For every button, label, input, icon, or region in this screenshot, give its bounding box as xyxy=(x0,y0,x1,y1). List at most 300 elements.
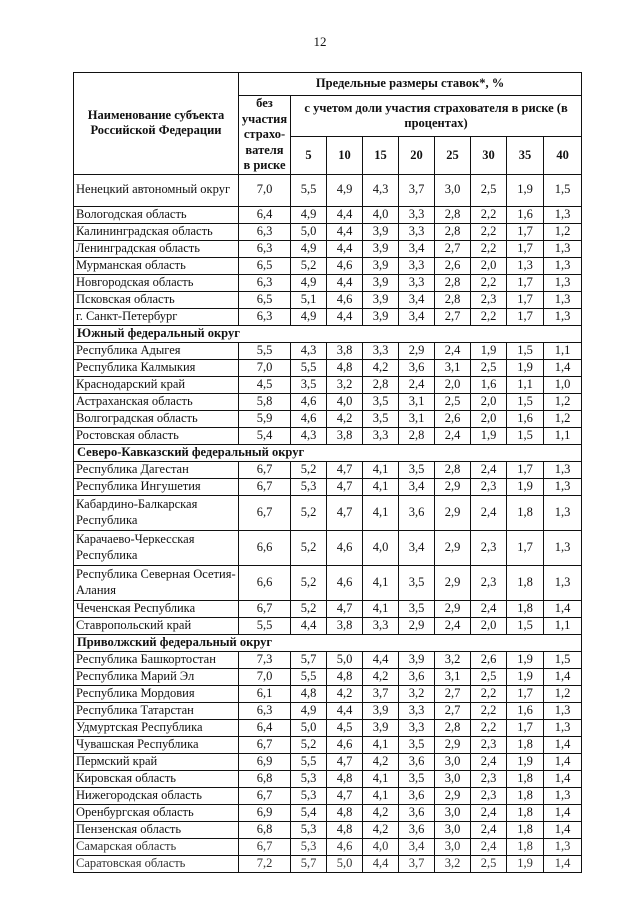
rate-share-25: 3,2 xyxy=(435,855,471,872)
rate-share-25: 2,8 xyxy=(435,206,471,223)
rate-share-30: 2,5 xyxy=(471,359,507,376)
region-name: Кабардино-Балкарская Республика xyxy=(74,495,239,530)
rate-without-participation: 6,7 xyxy=(239,787,291,804)
rate-without-participation: 6,3 xyxy=(239,223,291,240)
table-row xyxy=(74,223,582,240)
rate-without-participation: 6,5 xyxy=(239,257,291,274)
rate-share-25: 3,0 xyxy=(435,770,471,787)
rate-share-40: 1,4 xyxy=(544,359,582,376)
rate-share-5: 5,2 xyxy=(291,736,327,753)
rate-share-35: 1,8 xyxy=(507,838,544,855)
rate-share-10: 3,8 xyxy=(327,617,363,634)
rate-share-5: 4,6 xyxy=(291,410,327,427)
rate-share-15: 4,4 xyxy=(363,855,399,872)
rate-without-participation: 6,7 xyxy=(239,478,291,495)
rate-share-30: 2,0 xyxy=(471,257,507,274)
rate-share-25: 3,1 xyxy=(435,668,471,685)
rate-share-20: 3,5 xyxy=(399,461,435,478)
rate-without-participation: 6,1 xyxy=(239,685,291,702)
rate-share-5: 4,8 xyxy=(291,685,327,702)
rate-share-30: 2,0 xyxy=(471,410,507,427)
rate-share-15: 4,1 xyxy=(363,565,399,600)
rate-share-10: 3,2 xyxy=(327,376,363,393)
region-name: Волгоградская область xyxy=(74,410,239,427)
header-percent-5: 5 xyxy=(291,137,327,174)
rate-share-40: 1,3 xyxy=(544,461,582,478)
rate-share-20: 3,4 xyxy=(399,530,435,565)
rate-share-30: 2,2 xyxy=(471,223,507,240)
table-row xyxy=(74,804,582,821)
rate-share-15: 2,8 xyxy=(363,376,399,393)
table-row xyxy=(74,291,582,308)
rate-share-5: 5,0 xyxy=(291,223,327,240)
rate-share-30: 2,0 xyxy=(471,393,507,410)
rate-share-30: 2,2 xyxy=(471,240,507,257)
rate-share-35: 1,7 xyxy=(507,291,544,308)
rate-share-10: 4,7 xyxy=(327,495,363,530)
rates-table xyxy=(73,72,582,873)
rate-share-35: 1,7 xyxy=(507,719,544,736)
district-name: Северо-Кавказский федеральный округ xyxy=(74,444,582,461)
rate-share-35: 1,7 xyxy=(507,461,544,478)
rate-share-10: 4,0 xyxy=(327,393,363,410)
rate-share-25: 2,0 xyxy=(435,376,471,393)
rate-share-35: 1,8 xyxy=(507,770,544,787)
region-name: Республика Ингушетия xyxy=(74,478,239,495)
rate-share-35: 1,8 xyxy=(507,736,544,753)
rate-without-participation: 7,0 xyxy=(239,174,291,206)
region-name: Республика Татарстан xyxy=(74,702,239,719)
rate-share-15: 4,1 xyxy=(363,478,399,495)
rate-share-35: 1,5 xyxy=(507,342,544,359)
rate-share-30: 2,2 xyxy=(471,274,507,291)
rate-share-30: 2,4 xyxy=(471,838,507,855)
rate-share-35: 1,9 xyxy=(507,651,544,668)
rate-share-10: 4,7 xyxy=(327,461,363,478)
rate-share-20: 3,2 xyxy=(399,685,435,702)
district-name: Южный федеральный округ xyxy=(74,325,582,342)
rate-share-20: 3,1 xyxy=(399,410,435,427)
table-row xyxy=(74,342,582,359)
rate-share-10: 4,2 xyxy=(327,685,363,702)
rate-share-10: 3,8 xyxy=(327,342,363,359)
region-name: Мурманская область xyxy=(74,257,239,274)
rate-without-participation: 6,9 xyxy=(239,753,291,770)
table-row xyxy=(74,770,582,787)
rate-share-40: 1,3 xyxy=(544,257,582,274)
rate-share-15: 4,0 xyxy=(363,206,399,223)
region-name: Чеченская Республика xyxy=(74,600,239,617)
region-name: Нижегородская область xyxy=(74,787,239,804)
table-row xyxy=(74,174,582,206)
rate-share-10: 4,4 xyxy=(327,274,363,291)
rate-share-40: 1,2 xyxy=(544,410,582,427)
rate-share-40: 1,1 xyxy=(544,617,582,634)
rate-share-20: 3,5 xyxy=(399,600,435,617)
rate-without-participation: 6,3 xyxy=(239,702,291,719)
rate-share-35: 1,9 xyxy=(507,174,544,206)
rate-share-10: 4,6 xyxy=(327,257,363,274)
table-row xyxy=(74,206,582,223)
rate-share-40: 1,4 xyxy=(544,668,582,685)
rate-share-20: 3,3 xyxy=(399,274,435,291)
rate-share-30: 2,3 xyxy=(471,770,507,787)
region-name: Республика Северная Осетия-Алания xyxy=(74,565,239,600)
rate-share-10: 4,7 xyxy=(327,600,363,617)
rate-share-15: 3,3 xyxy=(363,617,399,634)
table-row xyxy=(74,240,582,257)
rate-without-participation: 6,7 xyxy=(239,600,291,617)
table-row xyxy=(74,855,582,872)
rate-share-20: 3,5 xyxy=(399,565,435,600)
rate-without-participation: 6,5 xyxy=(239,291,291,308)
rate-share-40: 1,1 xyxy=(544,427,582,444)
rate-share-5: 5,3 xyxy=(291,770,327,787)
region-name: Краснодарский край xyxy=(74,376,239,393)
region-name: Кировская область xyxy=(74,770,239,787)
rate-share-35: 1,9 xyxy=(507,668,544,685)
rate-share-40: 1,3 xyxy=(544,530,582,565)
rate-share-40: 1,2 xyxy=(544,685,582,702)
header-subject-name: Наименование субъекта Российской Федерации xyxy=(74,73,239,175)
rate-share-40: 1,4 xyxy=(544,821,582,838)
rate-share-30: 2,3 xyxy=(471,565,507,600)
table-row xyxy=(74,821,582,838)
rate-share-40: 1,4 xyxy=(544,804,582,821)
table-row xyxy=(74,274,582,291)
rate-share-30: 2,4 xyxy=(471,495,507,530)
rate-without-participation: 6,4 xyxy=(239,719,291,736)
rate-share-5: 5,7 xyxy=(291,651,327,668)
rate-share-10: 4,4 xyxy=(327,240,363,257)
rate-share-15: 3,9 xyxy=(363,308,399,325)
rate-without-participation: 6,8 xyxy=(239,770,291,787)
rate-share-20: 3,7 xyxy=(399,174,435,206)
rate-share-15: 3,3 xyxy=(363,342,399,359)
rate-share-15: 4,1 xyxy=(363,600,399,617)
rate-share-35: 1,6 xyxy=(507,410,544,427)
rate-share-10: 4,9 xyxy=(327,174,363,206)
rate-share-30: 2,0 xyxy=(471,617,507,634)
rate-share-40: 1,3 xyxy=(544,308,582,325)
rate-share-25: 2,9 xyxy=(435,600,471,617)
table-row xyxy=(74,308,582,325)
rate-share-5: 4,9 xyxy=(291,206,327,223)
rate-share-20: 3,4 xyxy=(399,308,435,325)
rate-share-30: 2,2 xyxy=(471,685,507,702)
region-name: Астраханская область xyxy=(74,393,239,410)
rate-share-10: 4,6 xyxy=(327,530,363,565)
rate-share-20: 3,9 xyxy=(399,651,435,668)
rate-share-30: 2,4 xyxy=(471,753,507,770)
rate-share-5: 5,3 xyxy=(291,787,327,804)
header-percent-10: 10 xyxy=(327,137,363,174)
region-name: Вологодская область xyxy=(74,206,239,223)
rate-share-10: 4,4 xyxy=(327,206,363,223)
region-name: Пензенская область xyxy=(74,821,239,838)
rate-share-35: 1,7 xyxy=(507,240,544,257)
rate-share-20: 3,6 xyxy=(399,804,435,821)
rate-share-30: 2,5 xyxy=(471,855,507,872)
rate-share-15: 4,2 xyxy=(363,753,399,770)
rate-share-10: 4,6 xyxy=(327,565,363,600)
rate-share-35: 1,8 xyxy=(507,495,544,530)
rate-share-40: 1,1 xyxy=(544,342,582,359)
rate-share-10: 5,0 xyxy=(327,651,363,668)
rate-without-participation: 6,3 xyxy=(239,274,291,291)
table-row xyxy=(74,719,582,736)
table-header xyxy=(74,73,582,175)
rate-share-40: 1,0 xyxy=(544,376,582,393)
region-name: Республика Марий Эл xyxy=(74,668,239,685)
rate-share-10: 4,8 xyxy=(327,359,363,376)
rate-share-40: 1,3 xyxy=(544,291,582,308)
rate-share-25: 2,7 xyxy=(435,240,471,257)
rate-share-40: 1,3 xyxy=(544,240,582,257)
rate-share-15: 4,1 xyxy=(363,736,399,753)
rate-share-40: 1,3 xyxy=(544,719,582,736)
rate-share-40: 1,3 xyxy=(544,702,582,719)
rate-share-10: 4,7 xyxy=(327,478,363,495)
rate-share-35: 1,5 xyxy=(507,393,544,410)
rate-share-25: 2,9 xyxy=(435,787,471,804)
rate-share-35: 1,1 xyxy=(507,376,544,393)
rate-share-15: 4,3 xyxy=(363,174,399,206)
rate-share-25: 3,1 xyxy=(435,359,471,376)
rate-share-25: 3,0 xyxy=(435,804,471,821)
rate-share-25: 2,7 xyxy=(435,702,471,719)
rate-share-35: 1,9 xyxy=(507,855,544,872)
rate-without-participation: 6,7 xyxy=(239,838,291,855)
rate-share-20: 3,3 xyxy=(399,223,435,240)
rate-share-25: 2,8 xyxy=(435,461,471,478)
rate-share-10: 4,7 xyxy=(327,787,363,804)
rate-share-35: 1,5 xyxy=(507,617,544,634)
rate-share-25: 2,4 xyxy=(435,342,471,359)
table-row xyxy=(74,685,582,702)
rate-share-25: 2,4 xyxy=(435,617,471,634)
rate-share-10: 3,8 xyxy=(327,427,363,444)
rate-share-35: 1,7 xyxy=(507,223,544,240)
rate-without-participation: 6,8 xyxy=(239,821,291,838)
rate-share-25: 2,6 xyxy=(435,410,471,427)
rate-share-35: 1,7 xyxy=(507,308,544,325)
rate-share-15: 4,2 xyxy=(363,668,399,685)
table-row xyxy=(74,600,582,617)
rate-without-participation: 6,6 xyxy=(239,565,291,600)
rate-share-20: 3,6 xyxy=(399,668,435,685)
rate-share-30: 2,4 xyxy=(471,804,507,821)
table-row xyxy=(74,651,582,668)
rate-without-participation: 6,7 xyxy=(239,736,291,753)
rate-share-5: 5,5 xyxy=(291,753,327,770)
region-name: Республика Башкортостан xyxy=(74,651,239,668)
rate-share-10: 4,6 xyxy=(327,838,363,855)
region-name: Республика Калмыкия xyxy=(74,359,239,376)
table-row xyxy=(74,461,582,478)
district-header-row xyxy=(74,444,582,461)
rate-share-20: 3,3 xyxy=(399,702,435,719)
rate-share-25: 2,9 xyxy=(435,478,471,495)
rate-share-25: 2,7 xyxy=(435,308,471,325)
region-name: Республика Мордовия xyxy=(74,685,239,702)
table-row xyxy=(74,393,582,410)
rate-share-15: 4,0 xyxy=(363,838,399,855)
rate-share-35: 1,6 xyxy=(507,702,544,719)
rate-share-15: 3,5 xyxy=(363,393,399,410)
rate-share-15: 3,5 xyxy=(363,410,399,427)
table-row xyxy=(74,359,582,376)
rate-share-10: 4,8 xyxy=(327,668,363,685)
rate-share-20: 2,8 xyxy=(399,427,435,444)
rate-share-15: 3,9 xyxy=(363,240,399,257)
rate-share-35: 1,7 xyxy=(507,530,544,565)
rate-without-participation: 7,0 xyxy=(239,359,291,376)
rate-share-30: 2,3 xyxy=(471,530,507,565)
table-row xyxy=(74,753,582,770)
rate-share-15: 3,9 xyxy=(363,702,399,719)
rate-share-5: 5,7 xyxy=(291,855,327,872)
rate-share-35: 1,8 xyxy=(507,787,544,804)
rate-share-15: 4,2 xyxy=(363,804,399,821)
rate-without-participation: 5,5 xyxy=(239,342,291,359)
region-name: Чувашская Республика xyxy=(74,736,239,753)
rate-share-30: 2,6 xyxy=(471,651,507,668)
rate-share-25: 2,8 xyxy=(435,719,471,736)
rate-share-40: 1,3 xyxy=(544,565,582,600)
rate-share-40: 1,5 xyxy=(544,174,582,206)
rate-share-10: 4,2 xyxy=(327,410,363,427)
rate-share-5: 5,2 xyxy=(291,461,327,478)
rate-share-5: 5,5 xyxy=(291,359,327,376)
rate-share-20: 3,5 xyxy=(399,770,435,787)
table-row xyxy=(74,702,582,719)
rate-share-35: 1,3 xyxy=(507,257,544,274)
rate-share-40: 1,4 xyxy=(544,855,582,872)
region-name: Калининградская область xyxy=(74,223,239,240)
rate-share-20: 3,7 xyxy=(399,855,435,872)
table-row xyxy=(74,427,582,444)
rate-share-15: 3,3 xyxy=(363,427,399,444)
rate-share-20: 3,4 xyxy=(399,478,435,495)
rate-share-25: 3,2 xyxy=(435,651,471,668)
rate-share-5: 4,9 xyxy=(291,274,327,291)
rate-without-participation: 6,7 xyxy=(239,461,291,478)
rate-share-5: 4,9 xyxy=(291,308,327,325)
rate-share-20: 3,6 xyxy=(399,495,435,530)
rate-share-25: 2,9 xyxy=(435,530,471,565)
rate-share-30: 2,5 xyxy=(471,174,507,206)
rate-share-5: 4,3 xyxy=(291,427,327,444)
rate-without-participation: 6,7 xyxy=(239,495,291,530)
rate-share-30: 2,2 xyxy=(471,719,507,736)
header-percent-25: 25 xyxy=(435,137,471,174)
region-name: Удмуртская Республика xyxy=(74,719,239,736)
header-max-rates: Предельные размеры ставок*, % xyxy=(239,73,582,96)
rate-share-5: 4,9 xyxy=(291,702,327,719)
rate-share-35: 1,9 xyxy=(507,753,544,770)
table-row xyxy=(74,410,582,427)
table-row xyxy=(74,617,582,634)
header-percent-30: 30 xyxy=(471,137,507,174)
rate-share-25: 3,0 xyxy=(435,838,471,855)
rate-share-15: 3,7 xyxy=(363,685,399,702)
rate-share-40: 1,3 xyxy=(544,274,582,291)
rate-share-5: 5,4 xyxy=(291,804,327,821)
rate-share-5: 4,6 xyxy=(291,393,327,410)
rate-share-5: 5,2 xyxy=(291,530,327,565)
rate-share-15: 4,2 xyxy=(363,359,399,376)
rate-share-40: 1,3 xyxy=(544,206,582,223)
region-name: Ростовская область xyxy=(74,427,239,444)
region-name: Пермский край xyxy=(74,753,239,770)
header-with-share: с учетом доли участия страхователя в риске (в процентах) xyxy=(291,96,582,137)
region-name: Республика Дагестан xyxy=(74,461,239,478)
rate-share-5: 5,1 xyxy=(291,291,327,308)
region-name: Ставропольский край xyxy=(74,617,239,634)
district-name: Приволжский федеральный округ xyxy=(74,634,582,651)
rate-share-20: 3,3 xyxy=(399,206,435,223)
table-row xyxy=(74,376,582,393)
region-name: Оренбургская область xyxy=(74,804,239,821)
rate-share-35: 1,9 xyxy=(507,478,544,495)
district-header-row xyxy=(74,634,582,651)
rate-share-5: 5,0 xyxy=(291,719,327,736)
rate-share-20: 3,1 xyxy=(399,393,435,410)
table-row xyxy=(74,838,582,855)
rate-share-10: 4,8 xyxy=(327,821,363,838)
rate-share-20: 2,9 xyxy=(399,617,435,634)
rate-without-participation: 7,0 xyxy=(239,668,291,685)
rate-share-30: 2,5 xyxy=(471,668,507,685)
rate-share-10: 4,5 xyxy=(327,719,363,736)
rate-share-10: 4,6 xyxy=(327,736,363,753)
region-name: г. Санкт-Петербург xyxy=(74,308,239,325)
rate-share-20: 3,6 xyxy=(399,821,435,838)
rate-share-40: 1,2 xyxy=(544,223,582,240)
rate-share-20: 3,3 xyxy=(399,719,435,736)
rate-share-15: 4,2 xyxy=(363,821,399,838)
rate-share-25: 2,9 xyxy=(435,495,471,530)
rate-share-25: 2,9 xyxy=(435,736,471,753)
rate-share-15: 4,0 xyxy=(363,530,399,565)
rate-share-40: 1,3 xyxy=(544,478,582,495)
rate-without-participation: 7,3 xyxy=(239,651,291,668)
table-row xyxy=(74,478,582,495)
rate-share-30: 2,4 xyxy=(471,600,507,617)
region-name: Ленинградская область xyxy=(74,240,239,257)
table-row xyxy=(74,565,582,600)
rate-without-participation: 5,5 xyxy=(239,617,291,634)
rate-share-15: 4,1 xyxy=(363,495,399,530)
rate-share-25: 2,6 xyxy=(435,257,471,274)
rate-share-30: 1,9 xyxy=(471,427,507,444)
rate-share-20: 3,3 xyxy=(399,257,435,274)
rate-share-10: 4,7 xyxy=(327,753,363,770)
rate-share-30: 2,2 xyxy=(471,308,507,325)
header-percent-35: 35 xyxy=(507,137,544,174)
rate-share-15: 3,9 xyxy=(363,257,399,274)
rate-share-20: 3,6 xyxy=(399,787,435,804)
rate-share-40: 1,4 xyxy=(544,770,582,787)
rate-without-participation: 6,3 xyxy=(239,240,291,257)
region-name: Новгородская область xyxy=(74,274,239,291)
rate-share-30: 2,3 xyxy=(471,787,507,804)
rate-share-30: 2,2 xyxy=(471,702,507,719)
rate-share-25: 2,7 xyxy=(435,685,471,702)
table-row xyxy=(74,787,582,804)
rate-share-40: 1,3 xyxy=(544,838,582,855)
